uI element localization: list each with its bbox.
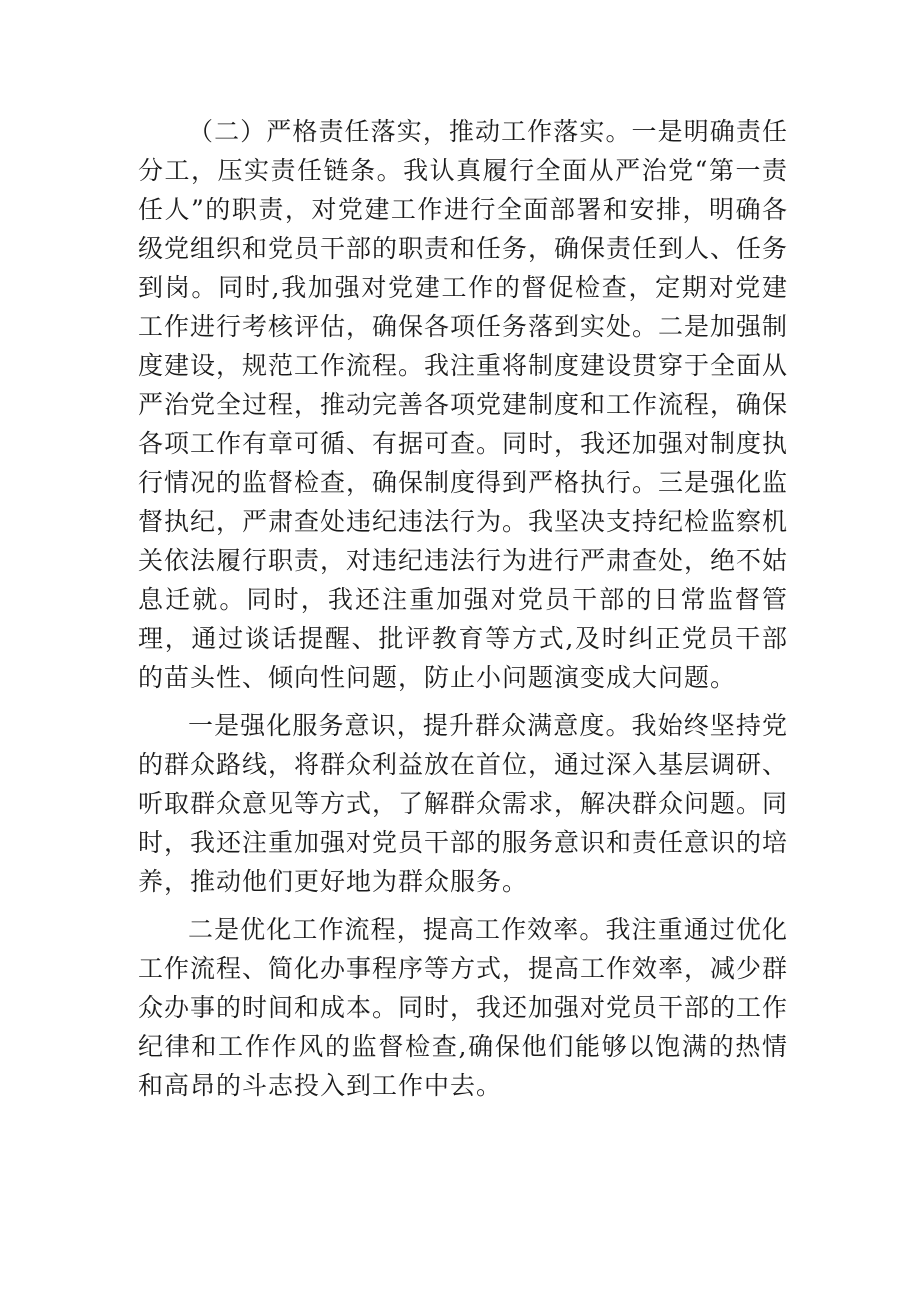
paragraph-service-awareness: 一是强化服务意识，提升群众满意度。我始终坚持党的群众路线，将群众利益放在首位，通过深入基层调研、听取群众意见等方式，了解群众需求，解决群众问题。同时，我还注重加强对党员干部的服务意识和责任意识的培养，推动他们更好地为群众服务。	[138, 711, 789, 896]
paragraph-responsibility: （二）严格责任落实，推动工作落实。一是明确责任分工，压实责任链条。我认真履行全面从严治党“第一责任人”的职责，对党建工作进行全面部署和安排，明确各级党组织和党员干部的职责和任务，确保责任到人、任务到岗。同时,我加强对党建工作的督促检查，定期对党建工作进行考核评估，确保各项任务落到实处。二是加强制度建设，规范工作流程。我注重将制度建设贯穿于全面从严治党全过程，推动完善各项党建制度和工作流程，确保各项工作有章可循、有据可查。同时，我还加强对制度执行情况的监督检查，确保制度得到严格执行。三是强化监督执纪，严肃查处违纪违法行为。我坚决支持纪检监察机关依法履行职责，对违纪违法行为进行严肃查处，绝不姑息迁就。同时，我还注重加强对党员干部的日常监督管理，通过谈话提醒、批评教育等方式,及时纠正党员干部的苗头性、倾向性问题，防止小问题演变成大问题。	[138, 117, 789, 692]
paragraph-workflow-optimization: 二是优化工作流程，提高工作效率。我注重通过优化工作流程、简化办事程序等方式，提高工作效率，减少群众办事的时间和成本。同时，我还加强对党员干部的工作纪律和工作作风的监督检查,确保他们能够以饱满的热情和高昂的斗志投入到工作中去。	[138, 915, 789, 1100]
document-body	[138, 112, 788, 1114]
